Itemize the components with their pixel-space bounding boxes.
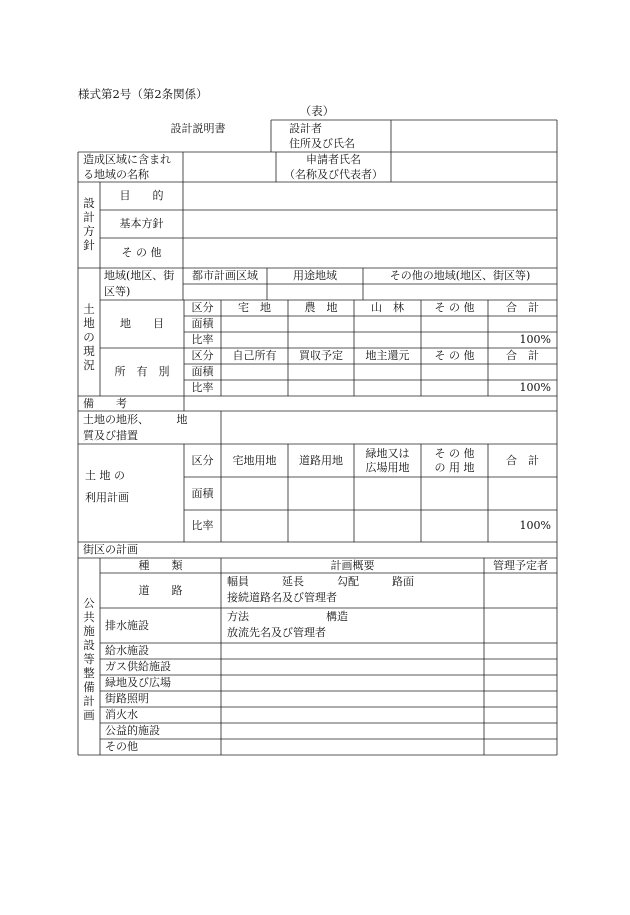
zone-label-sub: 区等) xyxy=(104,285,131,299)
land-use-division: 区分 xyxy=(191,453,214,467)
facility-gas-supply: ガス供給施設 xyxy=(105,660,171,674)
ownership-landowner-return: 地主還元 xyxy=(365,349,410,363)
land-category-division: 区分 xyxy=(191,301,214,315)
land-category-farmland: 農 地 xyxy=(304,301,338,315)
land-use-green-sub: 広場用地 xyxy=(365,460,410,474)
facility-public-benefit: 公益的施設 xyxy=(105,724,160,738)
land-use-road: 道路用地 xyxy=(299,453,343,467)
land-use-total-ratio: 100% xyxy=(519,519,551,533)
ownership-label: 所 有 別 xyxy=(114,365,170,379)
ownership-total: 合 計 xyxy=(506,349,539,363)
facilities-summary-header: 計画概要 xyxy=(330,558,375,572)
land-category-ratio-label: 比率 xyxy=(191,333,214,347)
drainage-detail-sub: 放流先名及び管理者 xyxy=(227,626,326,640)
land-category-forest: 山 林 xyxy=(371,301,404,315)
land-category-residential: 宅 地 xyxy=(238,301,271,315)
ownership-self: 自己所有 xyxy=(232,349,277,363)
zone-label: 地域(地区、街 xyxy=(104,269,175,283)
zone-other: その他の地域(地区、街区等) xyxy=(389,269,531,283)
land-use-area-label: 面積 xyxy=(191,486,214,500)
form-number: 様式第2号（第2条関係） xyxy=(78,87,208,101)
area-name-value[interactable] xyxy=(184,153,275,181)
document-title: 設計説明書 xyxy=(170,122,226,136)
land-category-total-ratio: 100% xyxy=(519,333,551,347)
area-name-label: 造成区域に含まれ xyxy=(83,152,171,166)
ownership-purchase: 買収予定 xyxy=(299,349,343,363)
designer-value[interactable] xyxy=(392,121,556,151)
land-category-label: 地 目 xyxy=(120,317,164,331)
land-category-total: 合 計 xyxy=(506,301,539,315)
ownership-division: 区分 xyxy=(191,349,214,363)
road-label: 道 路 xyxy=(138,583,183,597)
terrain-label: 土地の地形、 地 xyxy=(83,413,188,427)
land-use-total: 合 計 xyxy=(506,453,539,467)
facility-other: その他 xyxy=(105,740,138,754)
land-use-label-sub: 利用計画 xyxy=(85,491,129,505)
land-use-label: 土 地 の xyxy=(85,469,125,483)
terrain-label-sub: 質及び措置 xyxy=(83,429,138,443)
policy-basic-label: 基本方針 xyxy=(119,217,164,231)
remarks-value[interactable] xyxy=(185,397,556,410)
land-use-green: 緑地又は xyxy=(365,446,410,460)
land-use-residential: 宅地用地 xyxy=(232,453,277,467)
applicant-label-sub: （名称及び代表者） xyxy=(284,167,383,181)
zone-use-district: 用途地域 xyxy=(293,269,337,283)
facility-street-lighting: 街路照明 xyxy=(105,692,149,706)
policy-purpose-label: 目 的 xyxy=(119,189,164,203)
area-name-label-sub: る地域の名称 xyxy=(83,167,149,181)
applicant-value[interactable] xyxy=(392,153,556,181)
design-description-form xyxy=(78,118,558,756)
land-category-area-label: 面積 xyxy=(191,317,214,331)
designer-label-sub: 住所及び氏名 xyxy=(289,136,355,150)
zone-city-planning: 都市計画区域 xyxy=(192,269,258,283)
facility-water-supply: 給水施設 xyxy=(105,644,149,658)
facility-fire-water: 消火水 xyxy=(105,708,138,722)
applicant-label: 申請者氏名 xyxy=(306,152,361,166)
terrain-value[interactable] xyxy=(222,412,556,443)
land-use-other: そ の 他 xyxy=(434,446,475,460)
ownership-other: そ の 他 xyxy=(434,349,475,363)
land-use-other-sub: の 用 地 xyxy=(434,460,475,474)
ownership-area-label: 面積 xyxy=(191,365,214,379)
front-side-mark: （表） xyxy=(299,104,335,118)
ownership-ratio-label: 比率 xyxy=(191,381,214,395)
facilities-manager-header: 管理予定者 xyxy=(493,558,548,572)
drainage-detail: 方法 構造 xyxy=(227,610,348,624)
block-plan-label: 街区の計画 xyxy=(83,543,138,557)
drainage-label: 排水施設 xyxy=(105,618,149,632)
facilities-group-label: 公共施設等整備計画 xyxy=(83,596,95,722)
road-detail-sub: 接続道路名及び管理者 xyxy=(227,591,337,605)
design-policy-group-label: 設計方針 xyxy=(83,196,95,252)
facility-green-plaza: 緑地及び広場 xyxy=(105,676,171,690)
land-category-other: そ の 他 xyxy=(434,301,475,315)
facilities-type-header: 種 類 xyxy=(138,558,183,572)
remarks-label: 備 考 xyxy=(83,396,127,410)
road-detail: 幅員 延長 勾配 路面 xyxy=(227,575,414,589)
ownership-total-ratio: 100% xyxy=(519,381,551,395)
designer-label: 設計者 xyxy=(289,121,322,135)
land-use-ratio-label: 比率 xyxy=(191,519,214,533)
current-state-group-label: 土地の現況 xyxy=(83,302,95,372)
policy-other-label: そ の 他 xyxy=(121,246,162,260)
